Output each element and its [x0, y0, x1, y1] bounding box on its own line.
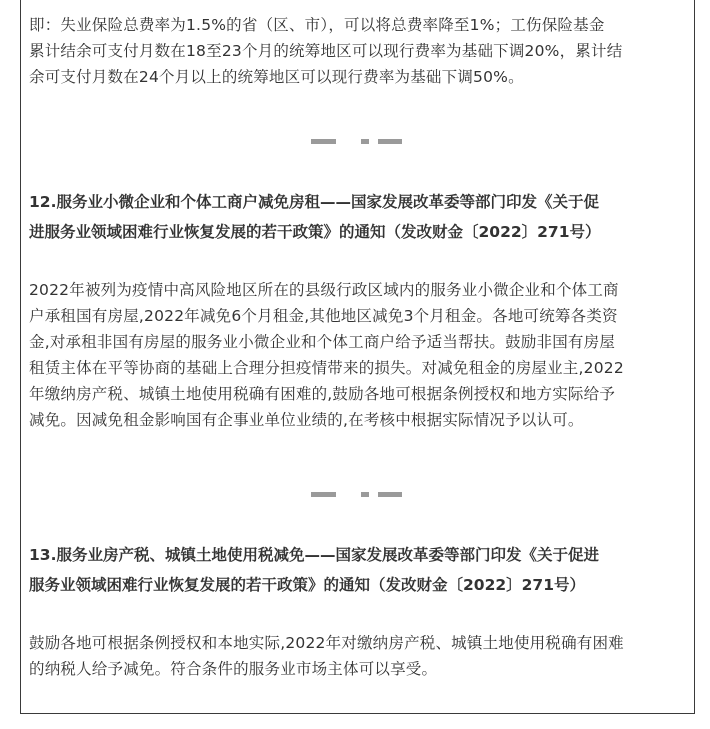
paragraph-line: 金,对承租非国有房屋的服务业小微企业和个体工商户给予适当帮扶。鼓励非国有房屋	[29, 333, 616, 351]
paragraph-line: 累计结余可支付月数在18至23个月的统筹地区可以现行费率为基础下调20%，累计结	[29, 42, 623, 60]
section-13-body	[29, 630, 691, 682]
section-divider	[0, 492, 710, 498]
paragraph-line: 余可支付月数在24个月以上的统筹地区可以现行费率为基础下调50%。	[29, 68, 524, 86]
heading-line: 13.服务业房产税、城镇土地使用税减免——国家发展改革委等部门印发《关于促进	[29, 546, 599, 564]
divider-dot	[361, 492, 369, 497]
intro-paragraph	[29, 12, 691, 90]
heading-line: 服务业领域困难行业恢复发展的若干政策》的通知（发改财金〔2022〕271号）	[29, 576, 585, 594]
divider-dot	[361, 139, 369, 144]
paragraph-line: 2022年被列为疫情中高风险地区所在的县级行政区域内的服务业小微企业和个体工商	[29, 281, 619, 299]
paragraph-line: 即：失业保险总费率为1.5%的省（区、市），可以将总费率降至1%；工伤保险基金	[29, 16, 605, 34]
paragraph-line: 租赁主体在平等协商的基础上合理分担疫情带来的损失。对减免租金的房屋业主,2022	[29, 359, 624, 377]
paragraph-line: 的纳税人给予减免。符合条件的服务业市场主体可以享受。	[29, 660, 438, 678]
paragraph-line: 鼓励各地可根据条例授权和本地实际,2022年对缴纳房产税、城镇土地使用税确有困难	[29, 634, 624, 652]
heading-line: 12.服务业小微企业和个体工商户减免房租——国家发展改革委等部门印发《关于促	[29, 193, 599, 211]
divider-dash	[311, 492, 336, 497]
divider-dash	[311, 139, 336, 144]
section-12-heading	[29, 187, 691, 247]
section-13-heading	[29, 540, 691, 600]
paragraph-line: 年缴纳房产税、城镇土地使用税确有困难的,鼓励各地可根据条例授权和地方实际给予	[29, 385, 616, 403]
section-divider	[0, 139, 710, 145]
paragraph-line: 户承租国有房屋,2022年减免6个月租金,其他地区减免3个月租金。各地可统筹各类资	[29, 307, 618, 325]
heading-line: 进服务业领域困难行业恢复发展的若干政策》的通知（发改财金〔2022〕271号）	[29, 223, 601, 241]
paragraph-line: 减免。因减免租金影响国有企事业单位业绩的,在考核中根据实际情况予以认可。	[29, 411, 584, 429]
divider-dash	[378, 492, 402, 497]
section-12-body	[29, 277, 691, 433]
divider-dash	[378, 139, 402, 144]
